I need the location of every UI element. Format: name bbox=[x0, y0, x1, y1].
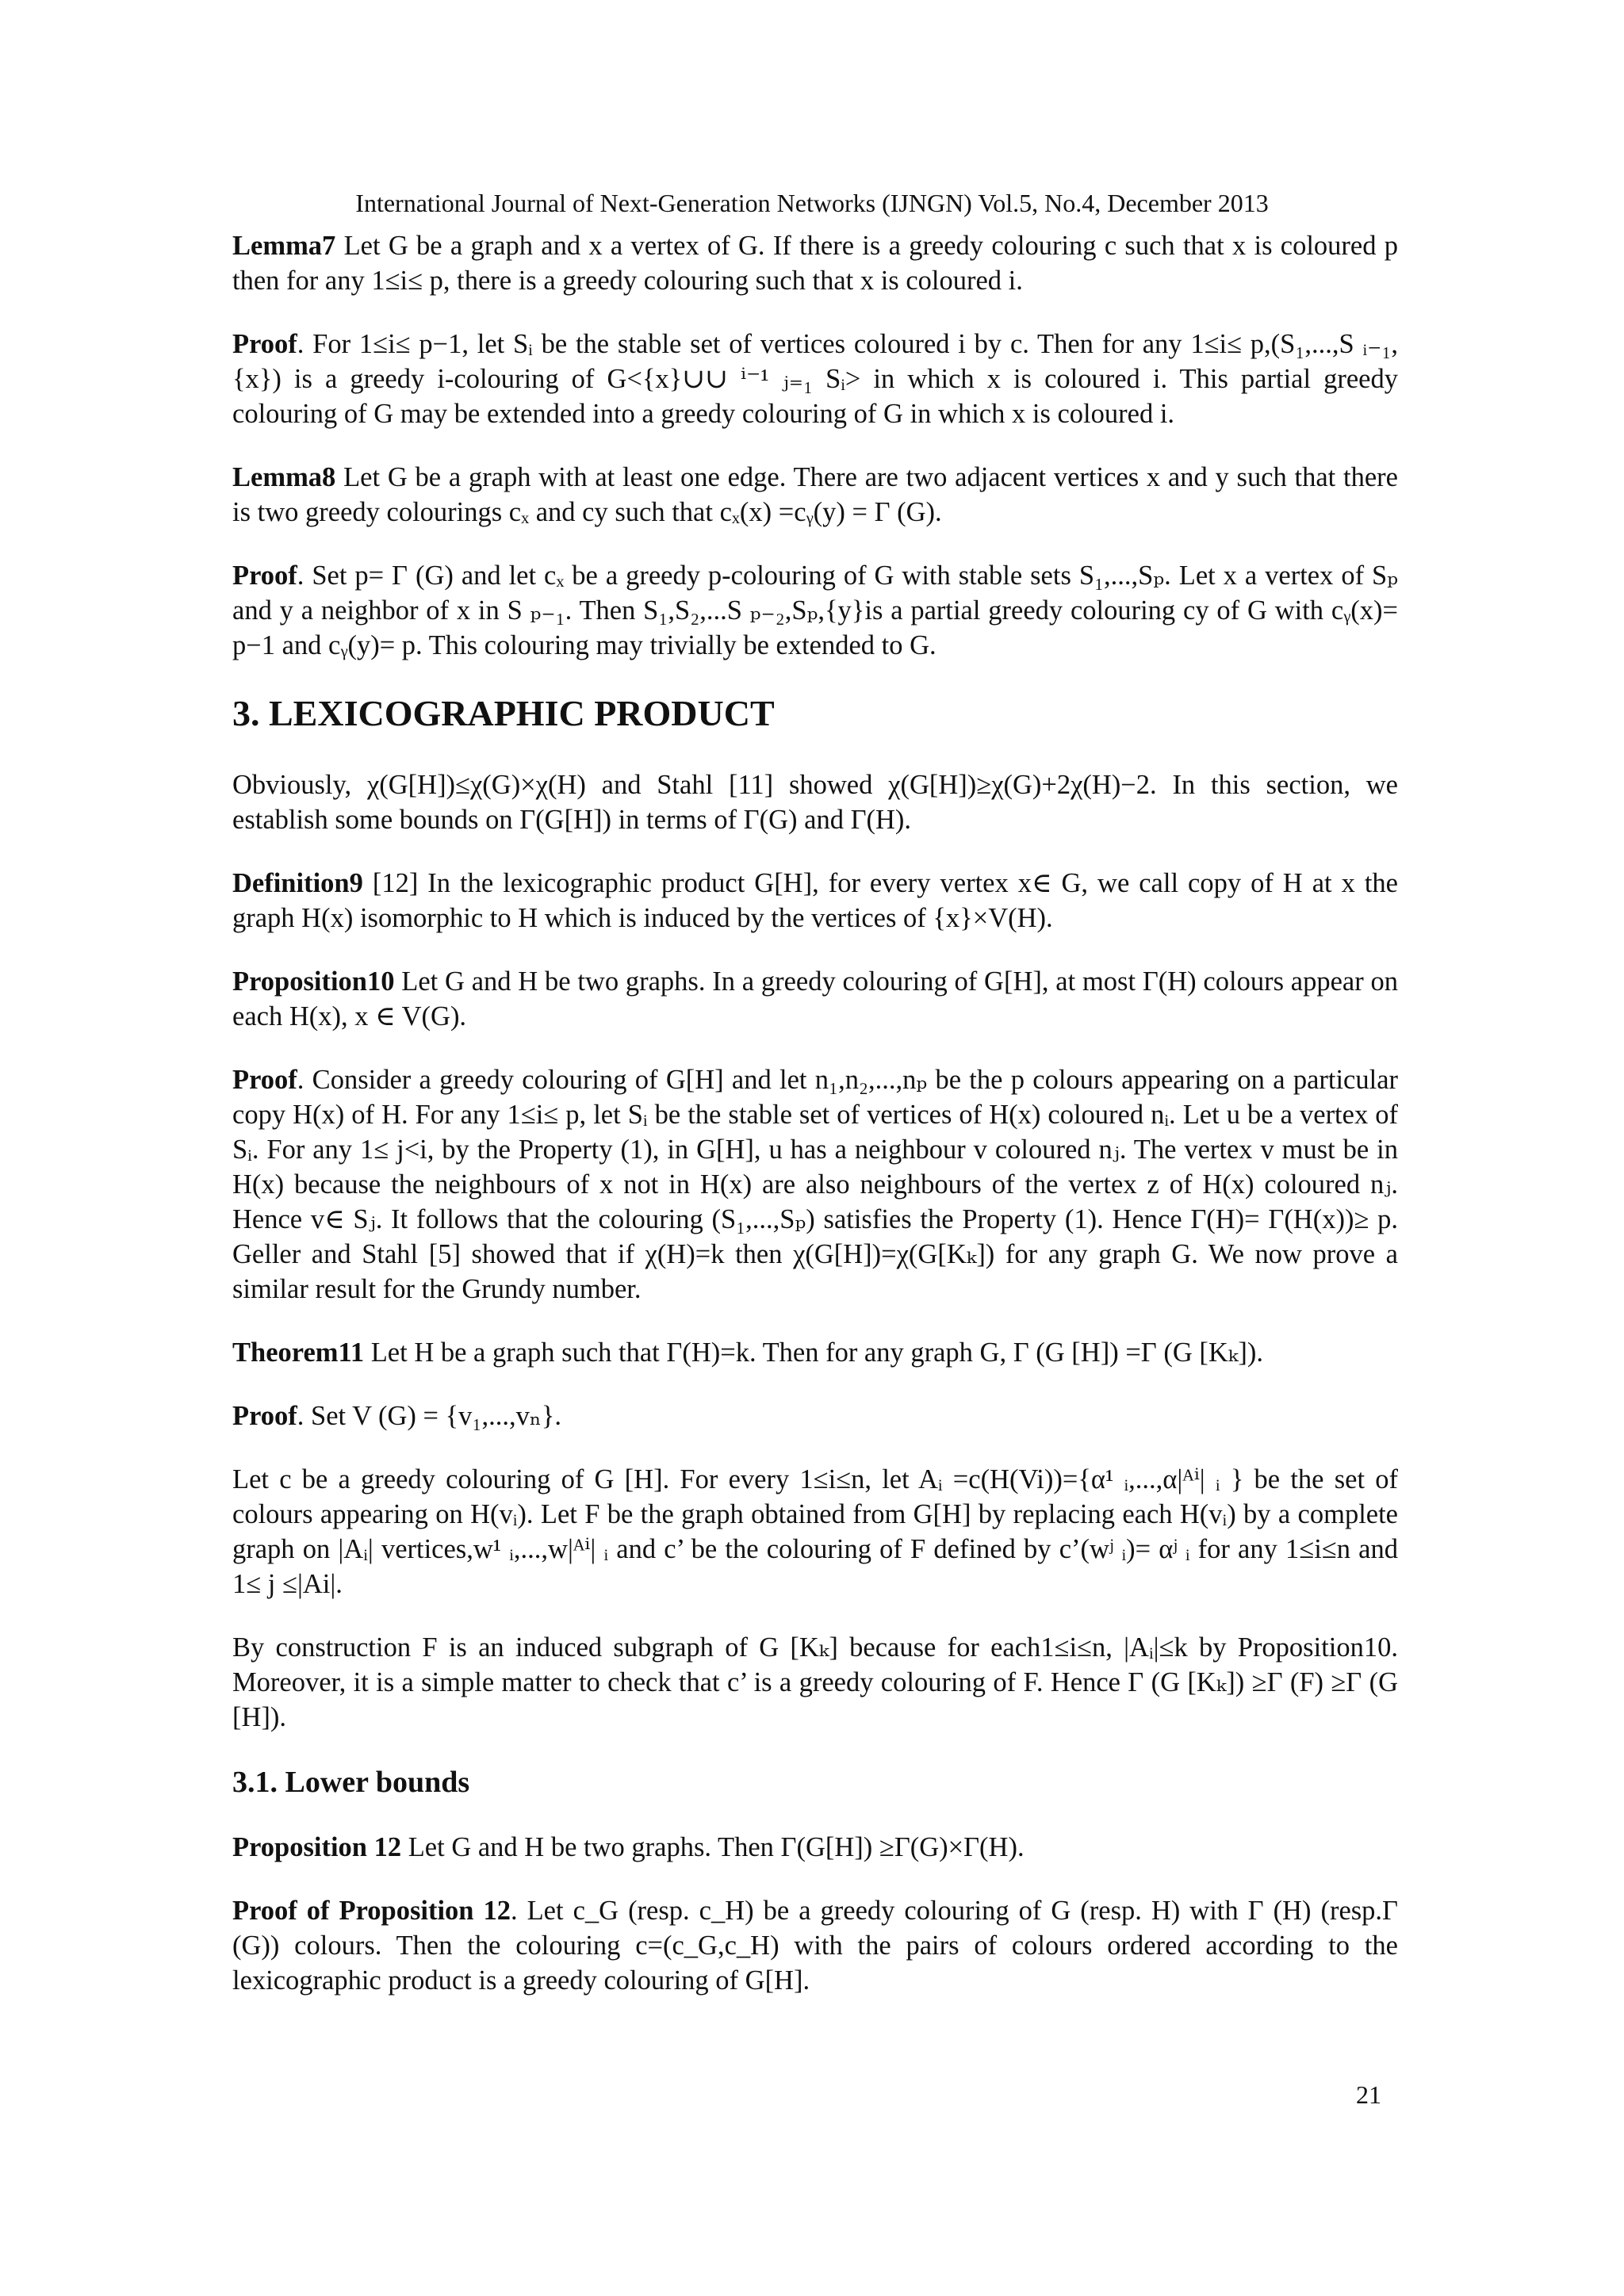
block-text: [12] In the lexicographic product G[H], for every vertex x∈ G, we call copy of H at x the graph H(x) isomorphic to H which is induced by the vertices of {x}×V(H). bbox=[232, 868, 1398, 933]
block-text: . Consider a greedy colouring of G[H] and let n₁,n₂,...,nₚ be the p colours appearing on a particular copy H(x) of H. For any 1≤i≤ p, let Sᵢ be the stable set of vertices of H(x) coloured nᵢ. Let u be a vertex of Sᵢ. For any 1≤ j<i, by the Property (1), in G[H], u has a neighbour v coloured nⱼ. The vertex v must be in H(x) because the neighbours of x not in H(x) are also neighbours of the vertex z of H(x) coloured nⱼ. Hence v∈ Sⱼ. It follows that the colouring (S₁,...,Sₚ) satisfies the Property (1). Hence Γ(H)= Γ(H(x))≥ p. Geller and Stahl [5] showed that if χ(H)=k then χ(G[H])=χ(G[Kₖ]) for any graph G. We now prove a similar result for the Grundy number. bbox=[232, 1065, 1398, 1304]
block-label: Definition9 bbox=[232, 868, 363, 898]
proof-proposition-10 bbox=[232, 1062, 1398, 1307]
page-number: 21 bbox=[1356, 2080, 1381, 2109]
block-text: . Set p= Γ (G) and let cₓ be a greedy p-colouring of G with stable sets S₁,...,Sₚ. Let x a vertex of Sₚ and y a neighbor of x in S ₚ₋₁. Then S₁,S₂,...S ₚ₋₂,Sₚ,{y}is a partial greedy colouring cy of G with cᵧ(x)= p−1 and cᵧ(y)= p. This colouring may trivially be extended to G. bbox=[232, 561, 1398, 660]
block-label: Lemma7 bbox=[232, 231, 336, 261]
block-text: Let G and H be two graphs. In a greedy colouring of G[H], at most Γ(H) colours appear on each H(x), x ∈ V(G). bbox=[232, 966, 1398, 1031]
proof-lemma-7 bbox=[232, 327, 1398, 431]
proposition-12 bbox=[232, 1830, 1398, 1865]
block-text: Obviously, χ(G[H])≤χ(G)×χ(H) and Stahl [11] showed χ(G[H])≥χ(G)+2χ(H)−2. In this section, we establish some bounds on Γ(G[H]) in terms of Γ(G) and Γ(H). bbox=[232, 770, 1398, 835]
section-heading: 3. LEXICOGRAPHIC PRODUCT bbox=[232, 693, 775, 733]
theorem-11 bbox=[232, 1335, 1398, 1370]
definition-9 bbox=[232, 866, 1398, 936]
block-text: Let c be a greedy colouring of G [H]. For every 1≤i≤n, let Aᵢ =c(H(Vi))={α¹ ᵢ,...,α|ᴬⁱ| ᵢ } be the set of colours appearing on H(vᵢ). Let F be the graph obtained from G[H] by replacing each H(vᵢ) by a complete graph on |Aᵢ| vertices,w¹ ᵢ,...,w|ᴬⁱ| ᵢ and c’ be the colouring of F defined by c’(wʲ ᵢ)= αʲ ᵢ for any 1≤i≤n and 1≤ j ≤|Ai|. bbox=[232, 1464, 1398, 1599]
block-label: Lemma8 bbox=[232, 462, 336, 492]
block-text: Let H be a graph such that Γ(H)=k. Then for any graph G, Γ (G [H]) =Γ (G [Kₖ]). bbox=[364, 1337, 1263, 1368]
subsection-heading: 3.1. Lower bounds bbox=[232, 1766, 470, 1799]
proof-proposition-12 bbox=[232, 1893, 1398, 1998]
proof-paragraph bbox=[232, 1462, 1398, 1601]
block-text: By construction F is an induced subgraph of G [Kₖ] because for each1≤i≤n, |Aᵢ|≤k by Proposition10. Moreover, it is a simple matter to check that c’ is a greedy colouring of F. Hence Γ (G [Kₖ]) ≥Γ (F) ≥Γ (G [H]). bbox=[232, 1632, 1398, 1732]
block-label: Proposition10 bbox=[232, 966, 395, 997]
lemma-7 bbox=[232, 228, 1398, 298]
page-body bbox=[232, 228, 1398, 2026]
block-text: Let G be a graph with at least one edge. There are two adjacent vertices x and y such that there is two greedy colourings cₓ and cy such that cₓ(x) =cᵧ(y) = Γ (G). bbox=[232, 462, 1398, 527]
running-header: International Journal of Next-Generation Networks (IJNGN) Vol.5, No.4, December 2013 bbox=[355, 189, 1269, 217]
block-text: . Let c_G (resp. c_H) be a greedy colouring of G (resp. H) with Γ (H) (resp.Γ (G)) colours. Then the colouring c=(c_G,c_H) with the pairs of colours ordered according to the lexicographic product is a greedy colouring of G[H]. bbox=[232, 1896, 1399, 1996]
block-label: Proposition 12 bbox=[232, 1832, 402, 1862]
proof-lemma-8 bbox=[232, 558, 1398, 663]
block-text: . Set V (G) = {v₁,...,vₙ}. bbox=[297, 1401, 561, 1431]
lemma-8 bbox=[232, 460, 1398, 530]
block-text: Let G and H be two graphs. Then Γ(G[H]) ≥Γ(G)×Γ(H). bbox=[401, 1832, 1025, 1862]
intro-paragraph bbox=[232, 767, 1398, 837]
proof-theorem-11 bbox=[232, 1399, 1398, 1433]
block-text: . For 1≤i≤ p−1, let Sᵢ be the stable set of vertices coloured i by c. Then for any 1≤i≤ p,(S₁,...,S ᵢ₋₁,{x}) is a greedy i-colouring of G<{x}∪∪ ⁱ⁻¹ ⱼ₌₁ Sᵢ> in which x is coloured i. This partial greedy colouring of G may be extended into a greedy colouring of G in which x is coloured i. bbox=[232, 329, 1398, 429]
block-label: Proof of Proposition 12 bbox=[232, 1896, 511, 1926]
proof-paragraph bbox=[232, 1630, 1398, 1735]
proposition-10 bbox=[232, 964, 1398, 1034]
block-label: Proof bbox=[232, 1065, 297, 1095]
block-label: Proof bbox=[232, 329, 297, 359]
block-label: Proof bbox=[232, 1401, 297, 1431]
block-label: Proof bbox=[232, 561, 297, 591]
block-text: Let G be a graph and x a vertex of G. If there is a greedy colouring c such that x is coloured p then for any 1≤i≤ p, there is a greedy colouring such that x is coloured i. bbox=[232, 231, 1398, 296]
block-label: Theorem11 bbox=[232, 1337, 365, 1368]
